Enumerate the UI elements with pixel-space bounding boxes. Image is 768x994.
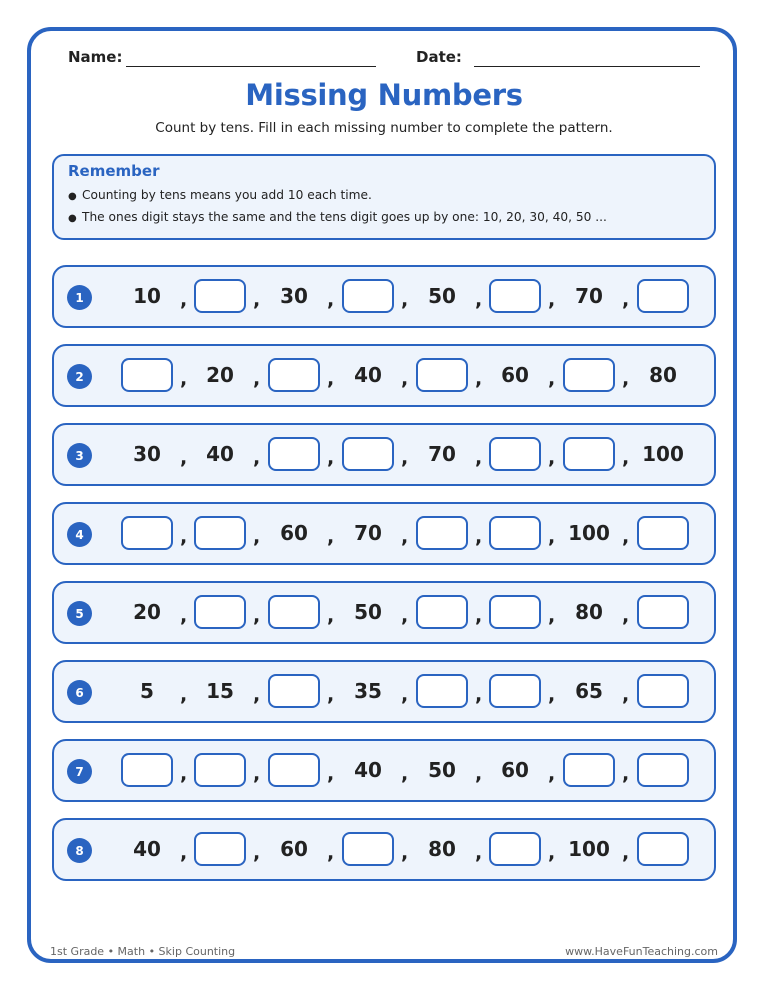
problem-number-badge: 8 [67, 838, 92, 863]
answer-box[interactable] [121, 753, 173, 787]
answer-box[interactable] [563, 358, 615, 392]
answer-box[interactable] [416, 595, 468, 629]
bullet-icon: ● [68, 213, 77, 224]
answer-box[interactable] [637, 516, 689, 550]
comma-separator: , [253, 605, 261, 627]
answer-box[interactable] [121, 358, 173, 392]
given-number: 15 [206, 679, 234, 703]
given-number: 100 [568, 521, 610, 545]
footer-tags: 1st Grade • Math • Skip Counting [50, 945, 236, 958]
page-title: Missing Numbers [245, 78, 523, 112]
answer-box[interactable] [637, 279, 689, 313]
comma-separator: , [401, 842, 409, 864]
comma-separator: , [253, 289, 261, 311]
comma-separator: , [475, 605, 483, 627]
comma-separator: , [180, 368, 188, 390]
comma-separator: , [475, 368, 483, 390]
comma-separator: , [401, 605, 409, 627]
given-number: 60 [501, 363, 529, 387]
problem-row [52, 660, 716, 723]
comma-separator: , [180, 526, 188, 548]
problem-row [52, 344, 716, 407]
comma-separator: , [475, 447, 483, 469]
comma-separator: , [253, 684, 261, 706]
problem-number-badge: 4 [67, 522, 92, 547]
answer-box[interactable] [342, 832, 394, 866]
answer-box[interactable] [637, 595, 689, 629]
comma-separator: , [548, 526, 556, 548]
comma-separator: , [548, 447, 556, 469]
given-number: 30 [280, 284, 308, 308]
given-number: 50 [428, 758, 456, 782]
answer-box[interactable] [342, 437, 394, 471]
comma-separator: , [253, 368, 261, 390]
answer-box[interactable] [194, 516, 246, 550]
name-label: Name: [68, 48, 123, 66]
given-number: 100 [642, 442, 684, 466]
comma-separator: , [622, 289, 630, 311]
answer-box[interactable] [416, 674, 468, 708]
instructions: Count by tens. Fill in each missing number to complete the pattern. [155, 120, 613, 136]
comma-separator: , [622, 842, 630, 864]
comma-separator: , [401, 289, 409, 311]
comma-separator: , [401, 763, 409, 785]
answer-box[interactable] [416, 358, 468, 392]
problem-row [52, 581, 716, 644]
comma-separator: , [548, 289, 556, 311]
problem-number-badge: 3 [67, 443, 92, 468]
remember-box [52, 154, 716, 240]
comma-separator: , [180, 763, 188, 785]
comma-separator: , [327, 447, 335, 469]
given-number: 65 [575, 679, 603, 703]
comma-separator: , [327, 368, 335, 390]
comma-separator: , [475, 289, 483, 311]
given-number: 80 [428, 837, 456, 861]
given-number: 20 [206, 363, 234, 387]
answer-box[interactable] [194, 279, 246, 313]
answer-box[interactable] [342, 279, 394, 313]
comma-separator: , [475, 842, 483, 864]
comma-separator: , [548, 763, 556, 785]
answer-box[interactable] [194, 595, 246, 629]
answer-box[interactable] [489, 516, 541, 550]
given-number: 60 [280, 837, 308, 861]
comma-separator: , [401, 526, 409, 548]
comma-separator: , [327, 526, 335, 548]
answer-box[interactable] [563, 437, 615, 471]
comma-separator: , [180, 684, 188, 706]
problem-row [52, 502, 716, 565]
comma-separator: , [327, 842, 335, 864]
comma-separator: , [327, 684, 335, 706]
answer-box[interactable] [637, 753, 689, 787]
answer-box[interactable] [637, 832, 689, 866]
given-number: 100 [568, 837, 610, 861]
given-number: 40 [133, 837, 161, 861]
given-number: 80 [575, 600, 603, 624]
comma-separator: , [622, 605, 630, 627]
bullet-icon: ● [68, 191, 77, 202]
remember-item [68, 210, 607, 224]
answer-box[interactable] [194, 832, 246, 866]
problem-number-badge: 2 [67, 364, 92, 389]
problem-row [52, 423, 716, 486]
comma-separator: , [327, 763, 335, 785]
answer-box[interactable] [268, 595, 320, 629]
answer-box[interactable] [489, 279, 541, 313]
remember-item-text: The ones digit stays the same and the tens digit goes up by one: 10, 20, 30, 40, 50 ... [82, 210, 607, 224]
date-label: Date: [416, 48, 462, 66]
problem-row [52, 818, 716, 881]
answer-box[interactable] [489, 832, 541, 866]
given-number: 40 [206, 442, 234, 466]
given-number: 70 [428, 442, 456, 466]
given-number: 70 [575, 284, 603, 308]
answer-box[interactable] [489, 674, 541, 708]
problem-row [52, 265, 716, 328]
answer-box[interactable] [489, 595, 541, 629]
given-number: 60 [501, 758, 529, 782]
comma-separator: , [475, 763, 483, 785]
comma-separator: , [401, 447, 409, 469]
comma-separator: , [548, 605, 556, 627]
comma-separator: , [622, 368, 630, 390]
comma-separator: , [475, 684, 483, 706]
given-number: 50 [428, 284, 456, 308]
answer-box[interactable] [268, 358, 320, 392]
comma-separator: , [253, 526, 261, 548]
footer-website: www.HaveFunTeaching.com [565, 945, 718, 958]
comma-separator: , [622, 684, 630, 706]
comma-separator: , [180, 447, 188, 469]
given-number: 80 [649, 363, 677, 387]
comma-separator: , [548, 684, 556, 706]
given-number: 5 [140, 679, 154, 703]
date-line[interactable] [474, 66, 700, 67]
comma-separator: , [622, 526, 630, 548]
given-number: 40 [354, 363, 382, 387]
problem-row [52, 739, 716, 802]
given-number: 10 [133, 284, 161, 308]
comma-separator: , [180, 289, 188, 311]
answer-box[interactable] [268, 674, 320, 708]
comma-separator: , [475, 526, 483, 548]
answer-box[interactable] [268, 753, 320, 787]
given-number: 30 [133, 442, 161, 466]
comma-separator: , [622, 763, 630, 785]
problem-number-badge: 7 [67, 759, 92, 784]
comma-separator: , [253, 763, 261, 785]
answer-box[interactable] [637, 674, 689, 708]
given-number: 20 [133, 600, 161, 624]
name-line[interactable] [126, 66, 376, 67]
remember-item-text: Counting by tens means you add 10 each time. [82, 188, 372, 202]
comma-separator: , [622, 447, 630, 469]
comma-separator: , [548, 368, 556, 390]
given-number: 50 [354, 600, 382, 624]
comma-separator: , [253, 447, 261, 469]
remember-title: Remember [68, 162, 160, 180]
answer-box[interactable] [194, 753, 246, 787]
comma-separator: , [180, 842, 188, 864]
answer-box[interactable] [416, 516, 468, 550]
problem-number-badge: 6 [67, 680, 92, 705]
given-number: 70 [354, 521, 382, 545]
comma-separator: , [180, 605, 188, 627]
given-number: 40 [354, 758, 382, 782]
remember-item [68, 188, 372, 202]
given-number: 35 [354, 679, 382, 703]
problem-number-badge: 1 [67, 285, 92, 310]
problem-number-badge: 5 [67, 601, 92, 626]
comma-separator: , [548, 842, 556, 864]
answer-box[interactable] [489, 437, 541, 471]
answer-box[interactable] [268, 437, 320, 471]
comma-separator: , [401, 684, 409, 706]
comma-separator: , [253, 842, 261, 864]
answer-box[interactable] [121, 516, 173, 550]
comma-separator: , [327, 289, 335, 311]
comma-separator: , [327, 605, 335, 627]
comma-separator: , [401, 368, 409, 390]
given-number: 60 [280, 521, 308, 545]
answer-box[interactable] [563, 753, 615, 787]
